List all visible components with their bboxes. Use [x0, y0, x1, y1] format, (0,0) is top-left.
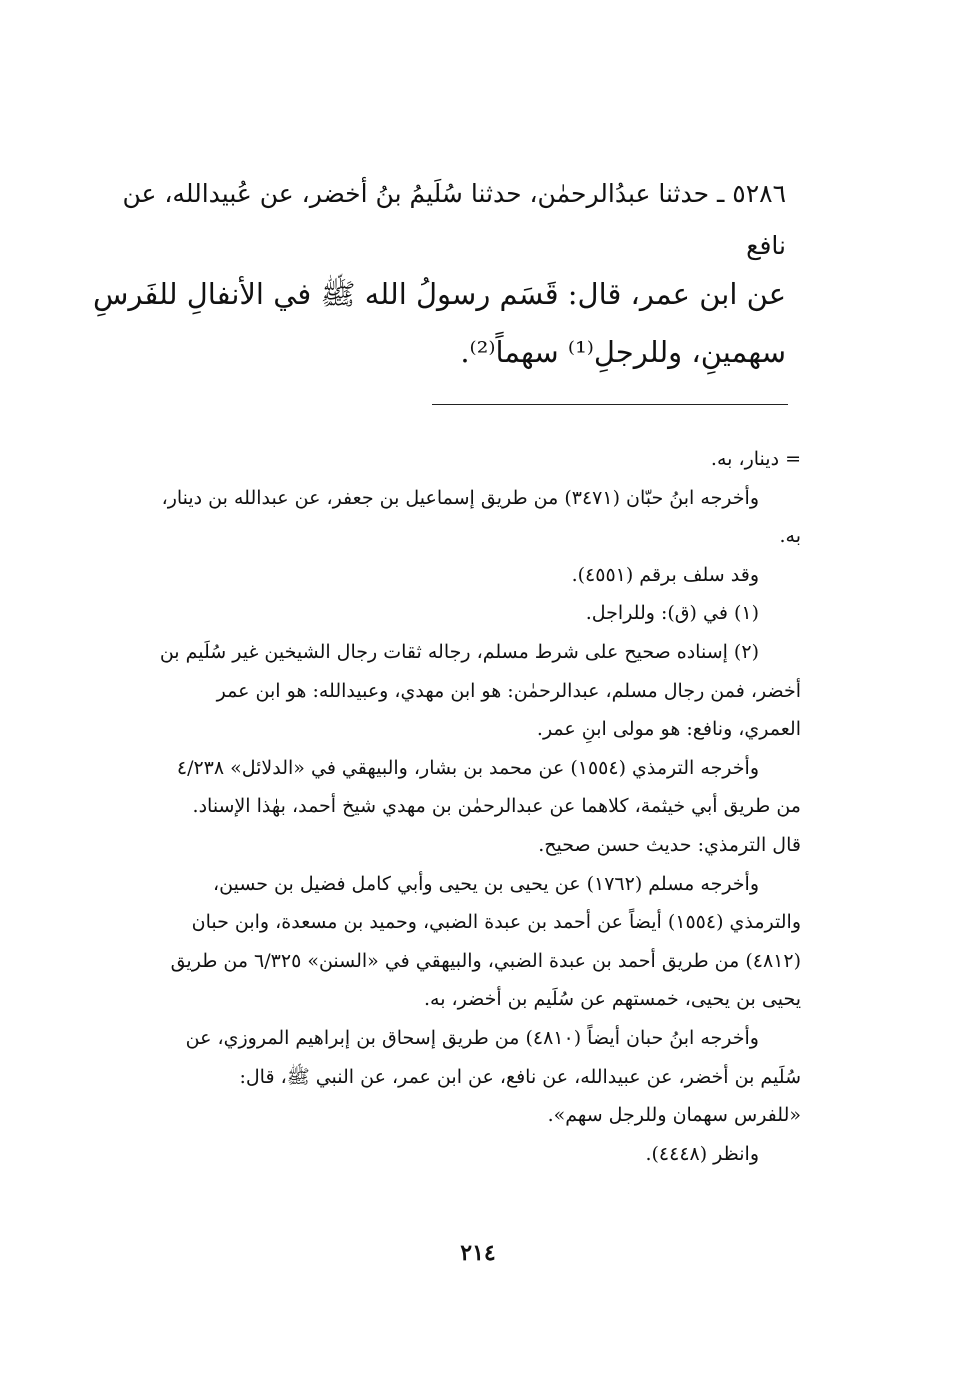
footnote-line: قال الترمذي: حديث حسن صحيح. — [538, 833, 801, 856]
footnote-line: والترمذي (١٥٥٤) أيضاً عن أحمد بن عبدة الضبي، وحميد بن مسعدة، وابن حبان — [191, 911, 801, 934]
footnote-line: من طريق أبي خيثمة، كلاهما عن عبدالرحمٰن بن مهدي شيخ أحمد، بهٰذا الإسناد. — [192, 795, 801, 818]
footnote-line: وانظر (٤٤٤٨). — [645, 1142, 759, 1165]
hadith-matn-line: عن ابن عمر، قال: قَسَم رسولُ الله ﷺ في الأنفالِ للفَرسِ — [93, 277, 786, 311]
footnote-line: (٢) إسناده صحيح على شرط مسلم، رجاله ثقات رجال الشيخين غير سُلَيم بن — [159, 640, 759, 663]
hadith-isnad — [95, 168, 786, 272]
page-number: ٢١٤ — [460, 1240, 496, 1266]
footnote-line: «للفرس سهمان وللرجل سهم». — [547, 1104, 801, 1127]
footnote-line: وأخرجه الترمذي (١٥٥٤) عن محمد بن بشار، والبيهقي في «الدلائل» ٤/٢٣٨ — [176, 756, 759, 779]
footnote-line: (٤٨١٢) من طريق أحمد بن عبدة الضبي، والبيهقي في «السنن» ٦/٣٢٥ من طريق — [170, 949, 801, 972]
footnote-line: وأخرجه مسلم (١٧٦٢) عن يحيى بن يحيى وأبي كامل فضيل بن حسين، — [212, 872, 759, 895]
footnote-line: به. — [779, 525, 801, 548]
footnote-line: سُلَيم بن أخضر، عن عبيدالله، عن نافع، عن ابن عمر، عن النبي ﷺ، قال: — [239, 1065, 801, 1088]
hadith-matn — [95, 265, 786, 381]
hadith-matn-line: سهمينِ، وللرجلِ⁽¹⁾ سهماً⁽²⁾. — [460, 335, 786, 369]
footnote-line: يحيى بن يحيى، خمستهم عن سُلَيم بن أخضر، به. — [423, 988, 801, 1011]
footnotes — [100, 440, 801, 1173]
footnote-line: = دينار، به. — [710, 448, 801, 470]
footnote-line: وأخرجه ابنُ حبّان (٣٤٧١) من طريق إسماعيل بن جعفر، عن عبدالله بن دينار، — [161, 486, 759, 509]
footnote-divider — [432, 404, 788, 405]
hadith-isnad-line: نافع — [746, 231, 786, 260]
footnote-line: وقد سلف برقم (٤٥٥١). — [571, 563, 759, 586]
footnote-line: وأخرجه ابنُ حبان أيضاً (٤٨١٠) من طريق إسحاق بن إبراهيم المروزي، عن — [185, 1026, 759, 1049]
footnote-line: أخضر، فمن رجال مسلم، عبدالرحمٰن: هو ابن مهدي، وعبيدالله: هو ابن عمر — [216, 679, 801, 702]
hadith-isnad-line: ٥٢٨٦ ـ حدثنا عبدُالرحمٰن، حدثنا سُلَيمُ بنُ أخضر، عن عُبيدالله، عن — [122, 179, 786, 208]
footnote-line: العمري، ونافع: هو مولى ابنِ عمر. — [536, 718, 801, 741]
footnote-line: (١) في (ق): وللراجل. — [585, 602, 759, 625]
